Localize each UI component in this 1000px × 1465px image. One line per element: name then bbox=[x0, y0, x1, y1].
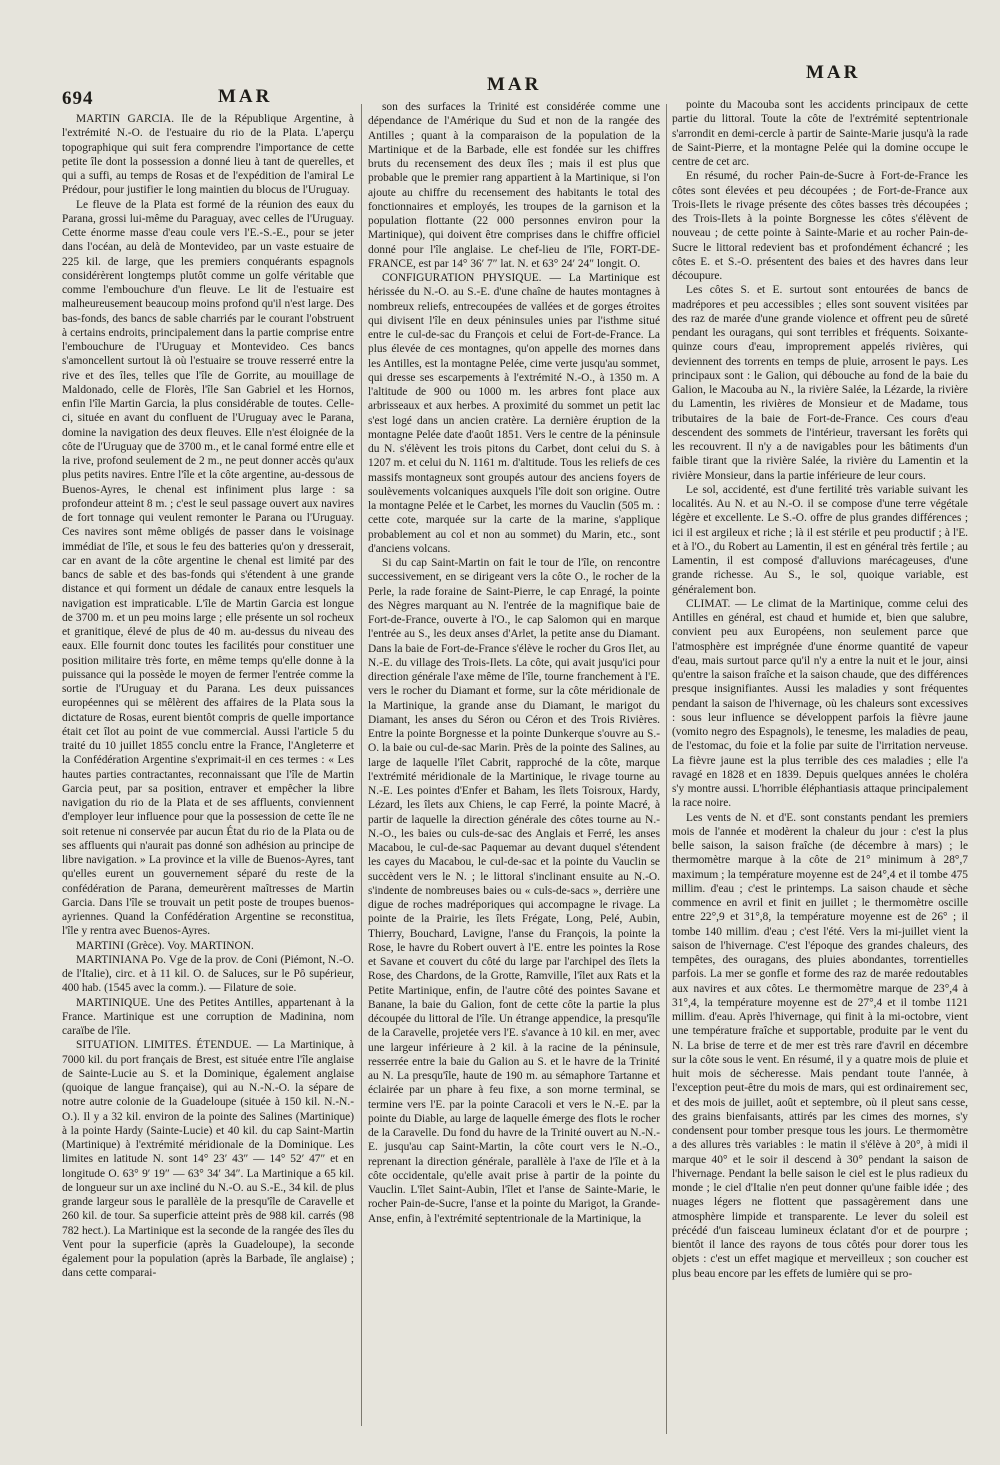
section-configuration: CONFIGURATION PHYSIQUE. — La Martinique est hérissée du N.-O. au S.-E. d'une chaîne de hautes montagnes à nombreux reliefs, entrecoupées de vallées et de gorges étroites qui divisent l'île en deux péninsules unies par l'isthme situé entre le cul-de-sac du François et celui de Fort-de-France. La plus élevée de ces montagnes, qu'on appelle des mornes dans les Antilles, est la montagne Pelée, cime verte jusqu'au sommet, qui dresse ses escarpements à l'extrémité N.-O., à 1350 m. A l'altitude de 900 ou 1000 m. les arbres font place aux arbrisseaux et aux herbes. A proximité du sommet un petit lac s'est logé dans un ancien cratère. La dernière éruption de la montagne Pelée date d'août 1851. Vers le centre de la péninsule du N. s'élèvent les trois pitons du Carbet, dont celui du S. à 1207 m. et celui du N. 1161 m. d'altitude. Tous les reliefs de ces massifs montagneux sont groupés autour des anciens foyers de soulèvements volcaniques auxquels l'île doit son origine. Outre la montagne Pelée et le Carbet, les mornes du Vauclin (505 m. : cette cote, marquée sur la carte de la marine, s'applique probablement au col et non au sommet) du Marin, etc., sont d'anciens volcans. bbox=[368, 272, 660, 555]
paragraph: Les côtes S. et E. surtout sont entourées de bancs de madrépores et peu accessibles ; elles sont souvent visitées par des raz de marée d'une grande violence et offrent peu de sûreté pendant les ouragans, qui sont terribles et fréquents. Soixante-quinze cours d'eau, improprement appelés rivières, qui deviennent des torrents en temps de pluie, arrosent le pays. Les principaux sont : le Galion, qui débouche au fond de la baie du Galion, le Macouba au N., la rivière Salée, la Lézarde, la rivière du Lamentin, les rivières de Monsieur et de Madame, tous tributaires de la baie de Fort-de-France. Ces cours d'eau descendent des sommets de l'intérieur, traversant les forêts qui les recouvrent. Il n'y a de navigables pour les bâtiments d'un faible tirant que la rivière Salée, la rivière du Lamentin et la rivière Monsieur, dans la partie inférieure de leur cours. bbox=[672, 284, 968, 482]
paragraph: En résumé, du rocher Pain-de-Sucre à Fort-de-France les côtes sont élevées et peu découpées ; de Fort-de-France aux Trois-Ilets le rivage présente des côtes basses très découpées ; des Trois-Ilets à la pointe Borgnesse les côtes s'élèvent de nouveau ; de cette pointe à Sainte-Marie et au rocher Pain-de-Sucre le littoral redevient bas et profondément échancré ; les côtes E. et S.-O. présentent des baies et des havres dans leur découpure. bbox=[672, 170, 968, 282]
text-column-1 bbox=[62, 112, 354, 1430]
entry-martinique: MARTINIQUE. Une des Petites Antilles, appartenant à la France. Martinique est une corruption de Madinina, nom caraïbe de l'île. bbox=[62, 996, 354, 1037]
running-header-center: MAR bbox=[487, 74, 542, 95]
running-header-right: MAR bbox=[806, 62, 861, 83]
section-situation: SITUATION. LIMITES. ÉTENDUE. — La Martinique, à 7000 kil. du port français de Brest, est située entre l'île anglaise de Sainte-Lucie au S. et la Dominique, également anglaise (quoique de langue française), qui au N.-N.-O. la sépare de notre autre colonie de la Guadeloupe (située à 150 kil. N.-N.-O.). Il y a 32 kil. environ de la pointe des Salines (Martinique) à la pointe Hardy (Sainte-Lucie) et 40 kil. du cap Saint-Martin (Martinique) à l'extrémité méridionale de la Dominique. Les limites en latitude N. sont 14° 23′ 43″ — 14° 52′ 47″ et en longitude O. 63° 9′ 19″ — 63° 34′ 34″. La Martinique a 65 kil. de longueur sur un axe incliné du N.-O. au S.-E., 34 kil. de plus grande largeur sous le parallèle de la presqu'île de Caravelle et 260 kil. de tour. Sa superficie atteint près de 988 kil. carrés (98 782 hect.). La Martinique est la seconde de la rangée des îles du Vent pour la superficie (après la Guadeloupe), la seconde également pour la population (après la Barbade, île anglaise) ; dans cette comparai- bbox=[62, 1039, 354, 1280]
paragraph: Le sol, accidenté, est d'une fertilité très variable suivant les localités. Au N. et au N.-O. il se compose d'une terre végétale légère et excellente. Le S.-O. offre de plus grandes différences ; ici il est argileux et riche ; là il est stérile et peu productif ; à l'E. et à l'O., du Robert au Lamentin, il est en général très fertile ; au Lamentin, il est composé d'alluvions marécageuses, d'une grande richesse. Au S., le sol, quoique variable, est généralement bon. bbox=[672, 483, 968, 596]
entry-martini: MARTINI (Grèce). Voy. MARTINON. bbox=[76, 939, 254, 952]
paragraph: Si du cap Saint-Martin on fait le tour de l'île, on rencontre successivement, en se dirigeant vers la côte O., le rocher de la Perle, la rade foraine de Saint-Pierre, le cap Enragé, la pointe des Nègres marquant au N. l'entrée de la magnifique baie de Fort-de-France, ouverte à l'O., le cap Salomon qui en marque l'entrée au S., les deux anses d'Arlet, la petite anse du Diamant. Dans la baie de Fort-de-France s'élève le rocher du Gros Ilet, au N.-E. du village des Trois-Ilets. La côte, qui avait jusqu'ici pour direction générale l'axe même de l'île, tourne franchement à l'E. vers le rocher du Diamant et forme, sur la côte méridionale de la Martinique, la grande anse du Diamant, le marigot du Diamant, les anses du Séron ou Céron et des Trois Rivières. Entre la pointe Borgnesse et la pointe Dunkerque s'ouvre au S.-O. la baie ou cul-de-sac Marin. Près de la pointe des Salines, au large de laquelle l'îlet Cabrit, rapproché de la côte, marque l'extrémité méridionale de la Martinique, le rivage tourne au N.-E. Les pointes d'Enfer et Baham, les îlets Toisroux, Hardy, Lézard, les îlets aux Chiens, le cap Ferré, la pointe Macré, à partir de laquelle la direction générale des côtes tourne au N.-N.-O., les baies ou culs-de-sac des Anglais et Ferré, les anses Macabou, le cul-de-sac Paquemar au devant duquel s'étendent les cayes du Macabou, le cul-de-sac et la pointe du Vauclin se succèdent vers le N. ; le littoral s'inclinant ensuite au N.-O. s'indente de nombreuses baies ou « culs-de-sacs », derrière une digue de roches madréporiques qui accompagne le rivage. La pointe de la Prairie, les îlets Frégate, Long, Pelé, Aubin, Thierry, Bouchard, Lavigne, l'anse du François, la pointe la Rose, le havre du Robert ouvert à l'E. entre les pointes la Rose et Savane et couvert du côté du large par l'archipel des îlets la Rose, des Chardons, de la Grotte, Ramville, l'îlet aux Rats et la Petite Martinique, enfin, de l'autre côté des pointes Savane et Banane, la baie du Galion, font de cette côte la partie la plus découpée du littoral de l'île. Un étrange appendice, la presqu'île de la Caravelle, projetée vers l'E. s'avance à 10 kil. en mer, avec une largeur inférieure à 2 kil. à la racine de la péninsule, resserrée entre la baie du Galion au S. et le havre de la Trinité au N. La presqu'île, haute de 190 m. au sémaphore Tartanne et éclairée par un phare à feu fixe, a son morne terminal, se termine vers l'E. par la pointe Caracoli et vers le N.-E. par la pointe du Diable, au large de laquelle émerge des flots le rocher de la Caravelle. Du fond du havre de la Trinité ouvert au N.-N.-E. jusqu'au cap Saint-Martin, la côte court vers le N.-O., reprenant la direction générale, parallèle à l'axe de l'île et à la côte occidentale, qu'elle avait prise à partir de la pointe du Vauclin. L'îlet Saint-Aubin, l'îlet et l'anse de Sainte-Marie, le rocher Pain-de-Sucre, l'anse et la pointe du Marigot, la Grande-Anse, enfin, à l'extrémité septentrionale de la Martinique, la bbox=[368, 557, 660, 1225]
text-column-3 bbox=[672, 98, 968, 1438]
running-header-left: MAR bbox=[218, 86, 273, 107]
column-divider bbox=[666, 104, 667, 1434]
page-number: 694 bbox=[62, 88, 94, 109]
paragraph: son des surfaces la Trinité est considérée comme une dépendance de l'Amérique du Sud et non de la rangée des Antilles ; quant à la comparaison de la population de la Martinique et de la Barbade, elle est fondée sur les chiffres bruts du recensement des deux îles ; mais il est plus que probable que le premier rang appartient à la Martinique, si l'on ajoute au chiffre du recensement des habitants le total des fonctionnaires et employés, les troupes de la garnison et la population flottante (22 000 personnes environ pour la Martinique), qui doivent être comprises dans le chiffre officiel donné pour l'île anglaise. Le chef-lieu de l'île, FORT-DE-FRANCE, est par 14° 36′ 7″ lat. N. et 63° 24′ 24″ longit. O. bbox=[368, 101, 660, 270]
paragraph: Le fleuve de la Plata est formé de la réunion des eaux du Parana, grossi lui-même du Paraguay, avec celles de l'Uruguay. Cette énorme masse d'eau coule vers l'E.-S.-E., pour se jeter dans l'océan, au delà de Montevideo, par un vaste estuaire de 225 kil. de large, que les premiers conquérants espagnols considérèrent longtemps plutôt comme un golfe véritable que comme l'embouchure d'un fleuve. Le lit de l'estuaire est malheureusement beaucoup moins profond qu'il n'est large. Des bas-fonds, des bancs de sable charriés par le courant l'obstruent à certains endroits, principalement dans la partie comprise entre l'embouchure de l'Uruguay et Montevideo. Ces bancs s'amoncellent surtout là où l'estuaire se trouve resserré entre la rive et des îles, telles que l'île de Gorrite, au mouillage de Maldonado, celle de Florès, l'île San Gabriel et les Hornos, enfin l'île Martin Garcia, la plus considérable de toutes. Celle-ci, située en avant du confluent de l'Uruguay avec le Parana, domine la navigation des deux fleuves. Elle n'est éloignée de la côte de l'Uruguay que de 3700 m., et le canal formé entre elle et la rive, profond seulement de 2 m., ne peut donner accès qu'aux plus petits navires. Entre l'île et la côte argentine, au-dessous de Buenos-Ayres, le chenal est infiniment plus large : sa profondeur atteint 8 m. ; c'est le seul passage ouvert aux navires de fort tonnage qui veulent remonter le Parana ou l'Uruguay. Ces navires sont même obligés de passer dans le voisinage immédiat de l'île, et sous le feu des batteries qu'on y dresserait, car en avant de la côte argentine le chenal est limité par des bancs de sable et des bas-fonds qui s'étendent à une grande distance et qui forment un dédale de canaux entre lesquels la navigation est impraticable. L'île de Martin Garcia est longue de 3700 m. et un peu moins large ; elle présente un sol rocheux et granitique, élevé de plus de 40 m. au-dessus du niveau des eaux. Elle fournit donc toutes les facilités pour constituer une position militaire très forte, en même temps qu'elle donne à la puissance qui la possède le moyen de fermer l'entrée comme la sortie de l'Uruguay et du Parana. Les deux puissances européennes qui se mêlèrent des affaires de la Plata sous la dictature de Rosas, eurent bientôt compris de quelle importance était cet îlot au point de vue commercial. Aussi l'article 5 du traité du 10 juillet 1855 conclu entre la France, l'Angleterre et la Confédération Argentine s'exprimait-il en ces termes : « Les hautes parties contractantes, reconnaissant que l'île de Martin Garcia peut, par sa position, entraver et empêcher la libre navigation du rio de la Plata et de ses affluents, conviennent d'employer leur influence pour que la possession de cette île ne soit retenue ni conservée par aucun État du rio de la Plata ou de ses affluents qui n'aurait pas donné son adhésion au principe de libre navigation. » La province et la ville de Buenos-Ayres, tant qu'elles eurent un gouvernement séparé du reste de la confédération de Parana, demeurèrent maîtresses de Martin Garcia. Dans l'île se trouvait un petit poste de troupes buenos-ayriennes. Quand la Confédération Argentine se reconstitua, l'île y rentra avec Buenos-Ayres. bbox=[62, 198, 354, 938]
column-divider bbox=[361, 104, 362, 1426]
entry-martiniana: MARTINIANA Po. Vge de la prov. de Coni (Piémont, N.-O. de l'Italie), circ. et à 11 kil. O. de Saluces, sur le Pô supérieur, 400 hab. (1545 avec la comm.). — Filature de soie. bbox=[62, 953, 354, 995]
text-column-2 bbox=[368, 100, 660, 1430]
paragraph: Les vents de N. et d'E. sont constants pendant les premiers mois de l'année et modèrent la chaleur du jour : c'est la plus belle saison, la saison fraîche (de décembre à mars) ; le thermomètre marque à la côte de 21° minimum à 28°,7 maximum ; la température moyenne est de 24°,4 et il tombe 475 millim. d'eau ; c'est le printemps. La saison chaude et sèche commence en avril et finit en juillet ; le thermomètre oscille entre 22°,9 et 31°,8, la température moyenne est de 26° ; il tombe 140 millim. d'eau ; c'est l'été. Vers la mi-juillet vient la saison de l'hivernage. C'est l'époque des grandes chaleurs, des tempêtes, des ouragans, des pluies abondantes, torrentielles parfois. La mer se gonfle et forme des raz de marée redoutables aux navires et aux côtes. Le thermomètre marque de 23°,4 à 31°,4, la température moyenne est de 27°,4 et il tombe 1121 millim. d'eau. Après l'hivernage, qui finit à la mi-octobre, vient une température fraîche et supportable, produite par le vent du N. La brise de terre et de mer est très rare d'avril en décembre sur la côte sous le vent. En résumé, il y a quatre mois de pluie et huit mois de sécheresse. Mais pendant toute l'année, à l'exception peut-être du mois de mars, qui est ordinairement sec, et des mois de juillet, août et septembre, où il pleut sans cesse, des grains bienfaisants, attirés par les cimes des mornes, s'y condensent pour tomber presque tous les jours. Le thermomètre a des allures très variables : le matin il s'élève à 20°, à midi il marque 40° et le soir il descend à 30° pendant la saison de l'hivernage. Pendant la belle saison le ciel est le plus radieux du monde ; le ciel d'Italie n'en peut donner qu'une faible idée ; des nuages légers ne flottent que passagèrement dans une atmosphère limpide et transparente. Le lever du soleil est précédé d'un faisceau lumineux éclatant d'or et de pourpre ; bientôt il lance des rayons de tous côtés pour dorer tous les objets : c'est un effet magique et merveilleux ; son coucher est plus beau encore par les effets de lumière qui se pro- bbox=[672, 811, 968, 1280]
entry-martin-garcia: MARTIN GARCIA. Ile de la République Argentine, à l'extrémité N.-O. de l'estuaire du rio de la Plata. L'aperçu topographique qui suit fera comprendre l'importance de cette petite île dont la possession a donné lieu à tant de querelles, et qui a suffi, au temps de Rosas et de l'expédition de l'amiral Le Prédour, pour justifier le long maintien du blocus de l'Uruguay. bbox=[62, 113, 354, 197]
paragraph: pointe du Macouba sont les accidents principaux de cette partie du littoral. Toute la côte de l'extrémité septentrionale s'arrondit en demi-cercle à partir de Sainte-Marie jusqu'à la rade de Saint-Pierre, et la montagne Pelée qui la domine occupe le centre de cet arc. bbox=[672, 99, 968, 168]
section-climat: CLIMAT. — Le climat de la Martinique, comme celui des Antilles en général, est chaud et humide et, bien que salubre, convient peu aux Européens, non seulement parce que l'atmosphère est imprégnée d'une énorme quantité de vapeur d'eau, mais surtout parce qu'il n'y a entre la nuit et le jour, ainsi qu'entre la saison fraîche et la saison chaude, que des différences presque insignifiantes. Aussi les maladies y sont fréquentes pendant la saison de l'hivernage, où les chaleurs sont excessives : sous leur influence se développent parfois la fièvre jaune (vomito negro des Espagnols), le tenesme, les maladies de peau, de l'estomac, du foie et la folie par suite de l'irritation nerveuse. La fièvre jaune est la plus terrible des ces maladies ; elle l'a ravagé en 1828 et en 1839. Depuis quelques années le choléra s'y montre aussi. L'horrible éléphantiasis attaque principalement la race noire. bbox=[672, 597, 968, 810]
